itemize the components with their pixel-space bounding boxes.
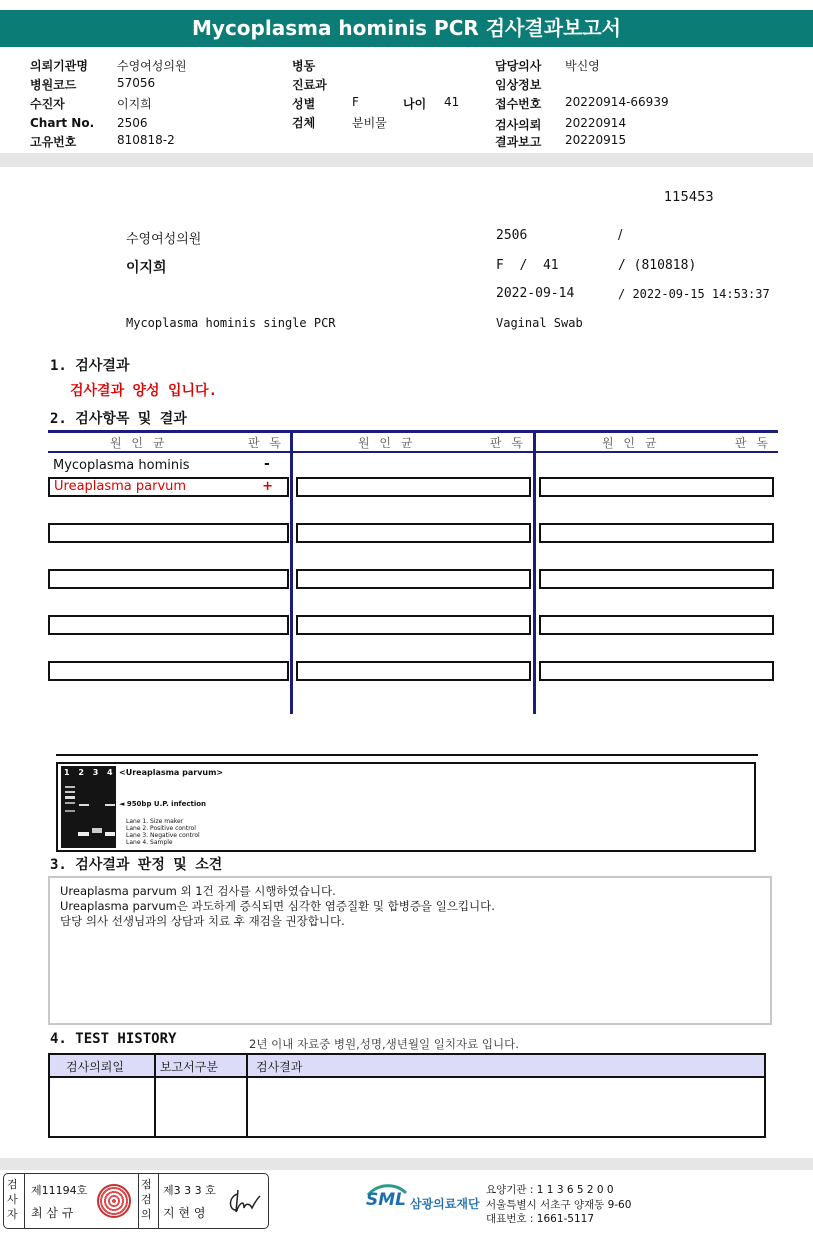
value-report-date: 20220915 <box>565 133 627 147</box>
history-col-divider <box>154 1055 156 1136</box>
result-summary: 검사결과 양성 입니다. <box>70 383 218 399</box>
signature-divider <box>138 1174 139 1228</box>
gel-lane-numbers: 1 2 3 4 <box>64 768 116 777</box>
gel-title: <Ureaplasma parvum> <box>119 768 224 777</box>
table-cell-empty <box>539 569 774 589</box>
table-cell-empty <box>48 569 289 589</box>
table-cell-empty <box>296 615 531 635</box>
table-cell-empty <box>539 523 774 543</box>
gel-band <box>65 810 75 812</box>
label-report-date: 결과보고 <box>495 135 542 149</box>
history-header-result: 검사결과 <box>256 1060 303 1074</box>
value-chart-no: 2506 <box>117 116 148 130</box>
section1-title: 1. 검사결과 <box>50 358 130 374</box>
gel-legend-item: Lane 4. Sample <box>126 839 173 846</box>
gel-band <box>105 832 115 836</box>
gel-band <box>65 802 75 804</box>
col-header-organism: 원 인 균 <box>110 436 168 450</box>
summary-specimen: Vaginal Swab <box>496 316 583 330</box>
gel-band <box>92 828 102 833</box>
col-header-judgement: 판 독 <box>735 436 771 450</box>
label-clinical-info: 임상정보 <box>495 78 542 92</box>
label-hospital-code: 병원코드 <box>30 78 77 92</box>
reviewer-name: 지 현 영 <box>163 1206 206 1220</box>
label-request-date: 검사의뢰 <box>495 118 542 132</box>
gel-image <box>61 766 116 848</box>
gel-band <box>65 786 75 788</box>
value-doctor: 박신영 <box>565 59 600 73</box>
gel-band <box>79 804 89 806</box>
table-cell-empty <box>48 615 289 635</box>
summary-sex-age: F / 41 <box>496 258 559 273</box>
table-col-divider <box>290 432 293 714</box>
label-unique-no: 고유번호 <box>30 135 77 149</box>
table-cell-empty <box>48 661 289 681</box>
table-col-divider <box>533 432 536 714</box>
section2-title: 2. 검사항목 및 결과 <box>50 411 187 427</box>
table-row <box>48 477 289 497</box>
signature-divider <box>24 1174 25 1228</box>
history-header-type: 보고서구분 <box>160 1060 218 1074</box>
label-sex: 성별 <box>292 97 316 111</box>
signature-divider <box>158 1174 159 1228</box>
org-phone: 대표번호 : 1661-5117 <box>486 1213 595 1225</box>
table-header-rule <box>48 451 778 453</box>
inspector-label: 검사자 <box>7 1178 18 1221</box>
organism-name: Mycoplasma hominis <box>53 458 190 473</box>
opinion-line: 담당 의사 선생님과의 상담과 치료 후 재검을 권장합니다. <box>60 914 345 928</box>
table-cell-empty <box>296 569 531 589</box>
logo-text: SML <box>366 1190 406 1210</box>
table-cell-empty <box>48 523 289 543</box>
value-hospital: 수영여성의원 <box>117 59 187 73</box>
label-hospital: 의뢰기관명 <box>30 59 88 73</box>
history-table <box>48 1053 766 1138</box>
table-cell-empty <box>539 477 774 497</box>
footer-band <box>0 1158 813 1170</box>
signature <box>224 1186 264 1218</box>
col-header-judgement: 판 독 <box>490 436 526 450</box>
gel-legend-item: Lane 3. Negative control <box>126 832 200 839</box>
summary-code: 115453 <box>664 190 714 205</box>
organism-result: + <box>262 479 273 494</box>
section4-title: 4. TEST HISTORY <box>50 1031 177 1047</box>
label-specimen: 검체 <box>292 116 316 130</box>
report-title: Mycoplasma hominis PCR 검사결과보고서 <box>0 10 813 47</box>
signature-box <box>3 1173 269 1229</box>
table-cell-empty <box>296 477 531 497</box>
section3-title: 3. 검사결과 판정 및 소견 <box>50 857 223 873</box>
gel-rule <box>56 754 758 756</box>
org-address: 서울특별시 서초구 양재동 9-60 <box>486 1199 632 1211</box>
table-cell-empty <box>296 661 531 681</box>
col-header-organism: 원 인 균 <box>602 436 660 450</box>
summary-chart: 2506 <box>496 228 528 243</box>
summary-report-datetime: / 2022-09-15 14:53:37 <box>618 287 770 301</box>
label-department: 진료과 <box>292 78 327 92</box>
history-header-date: 검사의뢰일 <box>66 1060 124 1074</box>
reviewer-label: 점검의 <box>141 1178 152 1221</box>
gel-band <box>105 804 115 806</box>
org-name: 삼광의료재단 <box>410 1197 480 1211</box>
summary-request-date: 2022-09-14 <box>496 286 575 301</box>
opinion-line: Ureaplasma parvum 외 1건 검사를 시행하였습니다. <box>60 884 336 898</box>
history-header-row <box>50 1055 764 1078</box>
label-receipt-no: 접수번호 <box>495 97 542 111</box>
value-request-date: 20220914 <box>565 116 627 130</box>
value-unique-no: 810818-2 <box>117 133 175 147</box>
value-sex: F <box>352 95 359 109</box>
col-header-organism: 원 인 균 <box>358 436 416 450</box>
label-ward: 병동 <box>292 59 316 73</box>
seal-stamp <box>97 1184 131 1218</box>
reviewer-license: 제3 3 3 호 <box>163 1184 216 1197</box>
value-age: 41 <box>444 95 460 109</box>
agency-code: 요양기관 : 1 1 3 6 5 2 0 0 <box>486 1184 614 1196</box>
gel-legend-item: Lane 2. Positive control <box>126 825 196 832</box>
label-doctor: 담당의사 <box>495 59 542 73</box>
table-cell-empty <box>539 661 774 681</box>
table-top-rule <box>48 430 778 433</box>
summary-test-name: Mycoplasma hominis single PCR <box>126 316 336 330</box>
gel-band-label: ◄ 950bp U.P. infection <box>119 800 207 808</box>
summary-patient: 이지희 <box>126 260 167 276</box>
table-cell-empty <box>539 615 774 635</box>
gel-legend-item: Lane 1. Size maker <box>126 818 184 825</box>
inspector-license: 제11194호 <box>31 1184 88 1197</box>
label-age: 나이 <box>403 97 427 111</box>
opinion-line: Ureaplasma parvum은 과도하게 증식되면 심각한 염증질환 및 합병증을 일으킵니다. <box>60 899 495 913</box>
table-cell-empty <box>296 523 531 543</box>
inspector-name: 최 삼 규 <box>31 1206 74 1220</box>
label-patient: 수진자 <box>30 97 65 111</box>
gel-image-frame <box>56 762 756 852</box>
sml-logo <box>366 1183 408 1215</box>
value-hospital-code: 57056 <box>117 76 156 90</box>
divider-band <box>0 153 813 167</box>
organism-name: Ureaplasma parvum <box>54 479 187 494</box>
opinion-box <box>48 876 772 1025</box>
value-patient: 이지희 <box>117 97 152 111</box>
summary-slash: / <box>618 228 623 243</box>
gel-band <box>65 791 75 793</box>
organism-result: - <box>264 456 270 472</box>
value-specimen: 분비물 <box>352 116 387 130</box>
gel-band <box>65 796 75 799</box>
col-header-judgement: 판 독 <box>248 436 284 450</box>
label-chart-no: Chart No. <box>30 116 95 130</box>
summary-hospital: 수영여성의원 <box>126 232 202 247</box>
history-col-divider <box>246 1055 248 1136</box>
gel-band <box>78 832 89 836</box>
summary-birth: / (810818) <box>618 258 697 273</box>
value-receipt-no: 20220914-66939 <box>565 95 669 109</box>
gel-legend <box>126 818 200 846</box>
history-note: 2년 이내 자료중 병원,성명,생년월일 일치자료 입니다. <box>249 1037 519 1051</box>
